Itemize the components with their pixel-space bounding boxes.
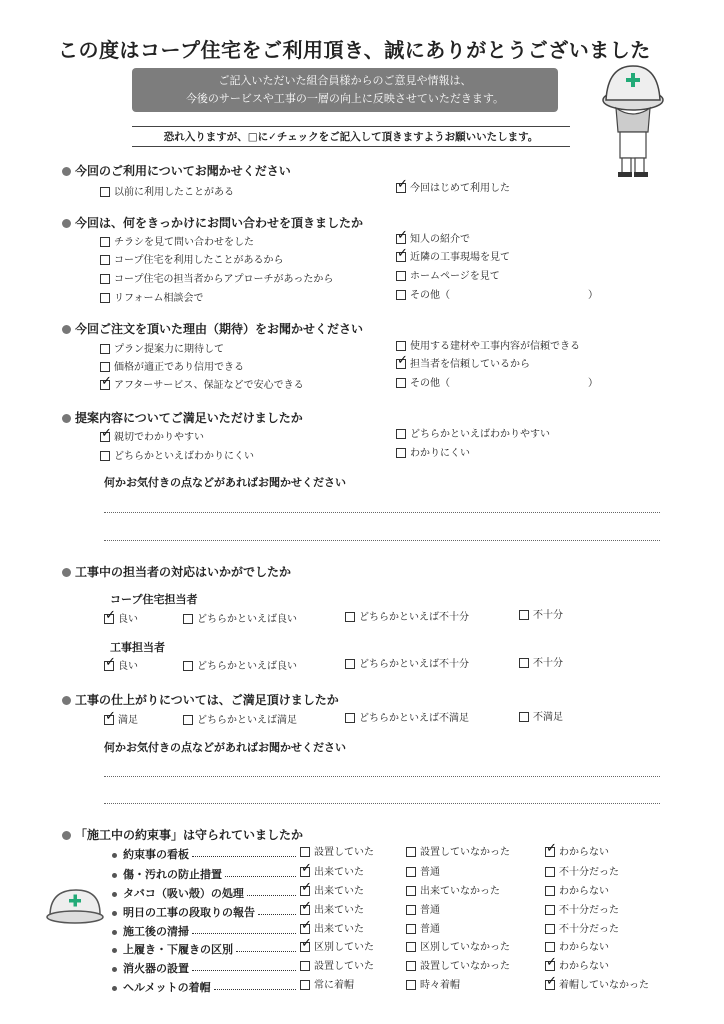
leader-dots: [192, 970, 296, 971]
checkbox[interactable]: [100, 451, 110, 461]
bullet-icon: [112, 853, 117, 858]
leader-dots: [236, 951, 296, 952]
q4-option[interactable]: どちらかといえばわかりやすい: [396, 428, 550, 442]
checkbox[interactable]: [406, 942, 416, 952]
q5-option[interactable]: どちらかといえば良い: [183, 660, 297, 674]
q5-group-name: 工事担当者: [110, 641, 165, 654]
q7-title: 「施工中の約束事」は守られていましたか: [62, 826, 303, 843]
checkbox[interactable]: [519, 658, 529, 668]
q7-option[interactable]: ✓ 出来ていた: [300, 904, 364, 918]
checkbox[interactable]: [519, 712, 529, 722]
checkbox[interactable]: [396, 183, 406, 193]
bullet-icon: [112, 967, 117, 972]
checkbox[interactable]: [183, 661, 193, 671]
banner-line-2: 今後のサービスや工事の一層の向上に反映させていただきます。: [185, 92, 505, 105]
checkbox[interactable]: [345, 612, 355, 622]
q7-option[interactable]: 設置していなかった: [406, 846, 510, 860]
checkbox[interactable]: [545, 980, 555, 990]
q7-option[interactable]: 不十分だった: [545, 866, 619, 880]
q4-option[interactable]: どちらかといえばわかりにくい: [100, 450, 254, 464]
q2-option[interactable]: チラシを見て問い合わせをした: [100, 236, 254, 250]
q3-other-close: ）: [588, 378, 598, 389]
checkbox[interactable]: [406, 847, 416, 857]
q2-option[interactable]: ホームページを見て: [396, 270, 500, 284]
checkbox[interactable]: [396, 341, 406, 351]
checkbox[interactable]: [100, 255, 110, 265]
q5-group-name: コープ住宅担当者: [110, 593, 198, 606]
checkbox[interactable]: [100, 380, 110, 390]
q2-option[interactable]: ✓知人の紹介で: [396, 233, 470, 247]
checkbox[interactable]: [104, 614, 114, 624]
q2-other-close: ）: [588, 290, 598, 301]
q7-option[interactable]: わからない: [545, 885, 609, 899]
q7-option[interactable]: 常に着帽: [300, 979, 354, 993]
q5-option[interactable]: ✓良い: [104, 613, 138, 627]
q7-option[interactable]: 不十分だった: [545, 904, 619, 918]
checkbox[interactable]: [396, 378, 406, 388]
bullet-icon: [112, 911, 117, 916]
q7-row-label: 消火器の設置: [112, 960, 189, 976]
q1-option[interactable]: ✓ 今回はじめて利用した: [396, 182, 510, 196]
helmet-icon: [44, 886, 104, 926]
checkbox[interactable]: [406, 924, 416, 934]
checkbox[interactable]: [300, 886, 310, 896]
q7-option[interactable]: ✓ わからない: [545, 960, 609, 974]
q7-option[interactable]: 設置していた: [300, 846, 374, 860]
q2-option[interactable]: その他（: [396, 289, 450, 303]
q3-option[interactable]: ✓担当者を信頼しているから: [396, 358, 530, 372]
bullet-icon: [62, 219, 71, 228]
checkbox[interactable]: [545, 886, 555, 896]
q3-option[interactable]: ✓アフターサービス、保証などで安心できる: [100, 379, 304, 393]
q5-option[interactable]: どちらかといえば不十分: [345, 658, 469, 672]
q6-option[interactable]: ✓満足: [104, 714, 138, 728]
bullet-icon: [62, 696, 71, 705]
q3-option[interactable]: プラン提案力に期待して: [100, 343, 224, 357]
checkbox[interactable]: [396, 234, 406, 244]
instruction-notice: 恐れ入りますが、□に✓チェックをご記入して頂きますようお願いいたします。: [132, 126, 570, 147]
q2-option[interactable]: リフォーム相談会で: [100, 292, 204, 306]
q4-comment-label: 何かお気付きの点などがあればお聞かせください: [104, 476, 346, 489]
q7-option[interactable]: ✓ わからない: [545, 846, 609, 860]
checkbox[interactable]: [406, 867, 416, 877]
q7-row-label: 明日の工事の段取りの報告: [112, 904, 255, 920]
q5-option[interactable]: 不十分: [519, 657, 563, 671]
bullet-icon: [62, 325, 71, 334]
checkbox[interactable]: [406, 980, 416, 990]
q7-option[interactable]: ✓ 出来ていた: [300, 885, 364, 899]
q7-row-label: 施工後の清掃: [112, 923, 189, 939]
checkbox[interactable]: [406, 961, 416, 971]
q6-option[interactable]: 不満足: [519, 711, 563, 725]
bullet-icon: [112, 873, 117, 878]
checkbox[interactable]: [100, 274, 110, 284]
leader-dots: [225, 876, 296, 877]
bullet-icon: [62, 568, 71, 577]
q7-option[interactable]: 設置していた: [300, 960, 374, 974]
bullet-icon: [112, 930, 117, 935]
q7-option[interactable]: 普通: [406, 866, 440, 880]
checkbox[interactable]: [104, 715, 114, 725]
checkbox[interactable]: [300, 924, 310, 934]
comment-line[interactable]: [104, 540, 660, 541]
q5-title: 工事中の担当者の対応はいかがでしたか: [62, 563, 291, 580]
q4-title: 提案内容についてご満足いただけましたか: [62, 409, 303, 426]
q7-row-label: 上履き・下履きの区別: [112, 941, 233, 957]
q7-option[interactable]: 時々着帽: [406, 979, 460, 993]
checkbox[interactable]: [396, 429, 406, 439]
q5-option[interactable]: ✓良い: [104, 660, 138, 674]
checkbox[interactable]: [300, 867, 310, 877]
banner-line-1: ご記入いただいた組合員様からのご意見や情報は、: [218, 74, 472, 87]
checkbox[interactable]: [300, 905, 310, 915]
q2-option[interactable]: コープ住宅の担当者からアプローチがあったから: [100, 273, 333, 287]
bullet-icon: [62, 831, 71, 840]
bullet-icon: [112, 986, 117, 991]
q7-option[interactable]: ✓ 出来ていた: [300, 923, 364, 937]
q7-option[interactable]: 不十分だった: [545, 923, 619, 937]
leader-dots: [258, 914, 296, 915]
comment-line[interactable]: [104, 512, 660, 513]
q3-option[interactable]: その他（: [396, 377, 450, 391]
q7-option[interactable]: ✓ 区別していた: [300, 941, 374, 955]
bullet-icon: [112, 948, 117, 953]
info-banner: [132, 68, 558, 112]
q7-row-label: 傷・汚れの防止措置: [112, 866, 222, 882]
q3-option[interactable]: 価格が適正であり信用できる: [100, 361, 244, 375]
q2-option[interactable]: コープ住宅を利用したことがあるから: [100, 254, 284, 268]
checkbox[interactable]: [396, 271, 406, 281]
q7-option[interactable]: 普通: [406, 923, 440, 937]
checkbox[interactable]: [396, 290, 406, 300]
q7-option[interactable]: 区別していなかった: [406, 941, 510, 955]
q6-option[interactable]: どちらかといえば満足: [183, 714, 297, 728]
comment-line[interactable]: [104, 776, 660, 777]
q7-option[interactable]: ✓ 着帽していなかった: [545, 979, 649, 993]
q5-option[interactable]: どちらかといえば不十分: [345, 611, 469, 625]
checkbox[interactable]: [406, 905, 416, 915]
q2-option[interactable]: ✓近隣の工事現場を見て: [396, 251, 510, 265]
checkbox[interactable]: [300, 942, 310, 952]
checkbox[interactable]: [300, 980, 310, 990]
checkbox[interactable]: [100, 293, 110, 303]
checkbox[interactable]: [545, 961, 555, 971]
checkbox[interactable]: [396, 252, 406, 262]
bullet-icon: [62, 414, 71, 423]
q1-title: 今回のご利用についてお聞かせください: [62, 162, 291, 179]
checkbox[interactable]: [545, 905, 555, 915]
checkbox[interactable]: [104, 661, 114, 671]
q7-option[interactable]: わからない: [545, 941, 609, 955]
checkbox[interactable]: [183, 715, 193, 725]
comment-line[interactable]: [104, 803, 660, 804]
worker-mascot-icon: [598, 60, 668, 180]
checkbox[interactable]: [545, 847, 555, 857]
checkbox[interactable]: [396, 359, 406, 369]
q6-title: 工事の仕上がりについては、ご満足頂けましたか: [62, 691, 339, 708]
checkbox[interactable]: [100, 187, 110, 197]
checkbox[interactable]: [545, 924, 555, 934]
q4-option[interactable]: わかりにくい: [396, 447, 470, 461]
checkbox[interactable]: [100, 344, 110, 354]
checkbox[interactable]: [345, 713, 355, 723]
q7-option[interactable]: 出来ていなかった: [406, 885, 500, 899]
checkbox[interactable]: [345, 659, 355, 669]
checkbox[interactable]: [300, 961, 310, 971]
page-title: この度はコープ住宅をご利用頂き、誠にありがとうございました: [58, 38, 651, 62]
checkbox[interactable]: [406, 886, 416, 896]
q4-option[interactable]: ✓親切でわかりやすい: [100, 431, 204, 445]
checkbox[interactable]: [100, 362, 110, 372]
q5-option[interactable]: 不十分: [519, 609, 563, 623]
q7-row-label: タバコ（吸い殻）の処理: [112, 885, 244, 901]
q5-option[interactable]: どちらかといえば良い: [183, 613, 297, 627]
checkbox[interactable]: [100, 432, 110, 442]
leader-dots: [192, 933, 296, 934]
q7-row-label: ヘルメットの着帽: [112, 979, 211, 995]
q7-option[interactable]: 設置していなかった: [406, 960, 510, 974]
checkbox[interactable]: [545, 942, 555, 952]
checkbox[interactable]: [183, 614, 193, 624]
q1-option[interactable]: 以前に利用したことがある: [100, 186, 234, 200]
leader-dots: [192, 856, 296, 857]
checkbox[interactable]: [100, 237, 110, 247]
checkbox[interactable]: [396, 448, 406, 458]
q3-title: 今回ご注文を頂いた理由（期待）をお聞かせください: [62, 320, 363, 337]
bullet-icon: [62, 167, 71, 176]
q7-option[interactable]: 普通: [406, 904, 440, 918]
checkbox[interactable]: [545, 867, 555, 877]
checkbox[interactable]: [300, 847, 310, 857]
leader-dots: [247, 895, 296, 896]
q3-option[interactable]: 使用する建材や工事内容が信頼できる: [396, 340, 580, 354]
q7-row-label: 約束事の看板: [112, 846, 189, 862]
bullet-icon: [112, 892, 117, 897]
q6-comment-label: 何かお気付きの点などがあればお聞かせください: [104, 741, 346, 754]
checkbox[interactable]: [519, 610, 529, 620]
leader-dots: [214, 989, 296, 990]
q2-title: 今回は、何をきっかけにお問い合わせを頂きましたか: [62, 214, 363, 231]
q7-option[interactable]: ✓ 出来ていた: [300, 866, 364, 880]
q6-option[interactable]: どちらかといえば不満足: [345, 712, 469, 726]
